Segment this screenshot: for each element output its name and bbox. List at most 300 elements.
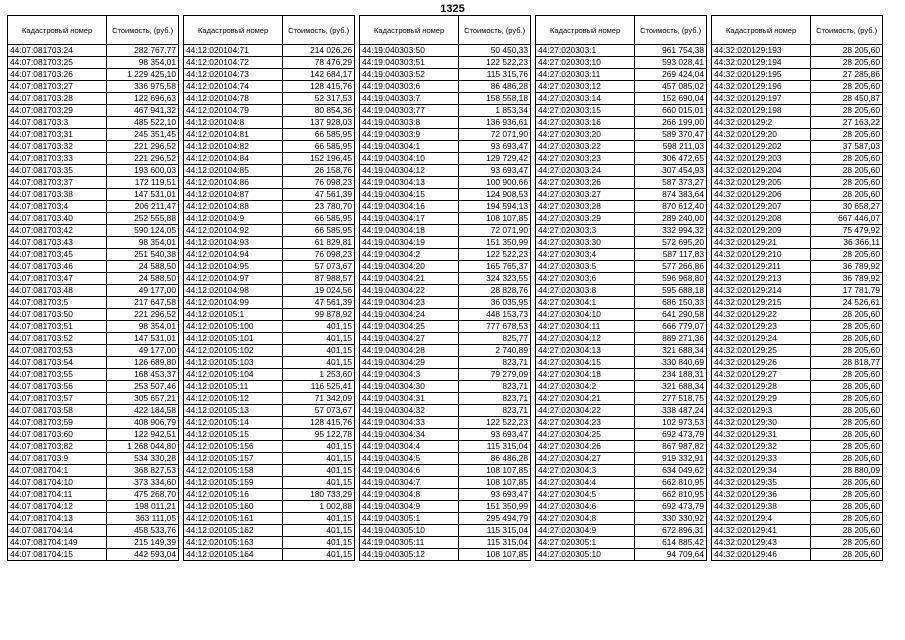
cadastral-number: 44:07:081703:4	[8, 201, 107, 213]
table-row	[360, 261, 531, 273]
table-row	[184, 405, 355, 417]
cadastral-number: 44:07:081703:32	[8, 141, 107, 153]
cadastral-number: 44:12:020104:94	[184, 249, 283, 261]
table-row	[8, 69, 179, 81]
cost-value: 408 906,79	[107, 417, 179, 429]
cost-value: 93 693,47	[459, 489, 531, 501]
table-row	[360, 93, 531, 105]
cadastral-number: 44:19:040303:8	[360, 117, 459, 129]
cost-value: 672 896,31	[635, 525, 707, 537]
cadastral-number: 44:32:020129:210	[712, 249, 811, 261]
table-row	[184, 345, 355, 357]
table-row	[8, 57, 179, 69]
table-row	[184, 261, 355, 273]
cadastral-header: Кадастровый номер	[8, 16, 107, 45]
cost-value: 66 585,95	[283, 225, 355, 237]
cost-value: 57 073,67	[283, 405, 355, 417]
cost-value: 330 330,92	[635, 513, 707, 525]
table-row	[360, 153, 531, 165]
table-row	[8, 393, 179, 405]
table-row	[360, 309, 531, 321]
cadastral-number: 44:32:020129:24	[712, 333, 811, 345]
cadastral-number: 44:27:020303:28	[536, 201, 635, 213]
cadastral-number: 44:19:040304:30	[360, 381, 459, 393]
table-row	[360, 141, 531, 153]
cost-value: 660 015,01	[635, 105, 707, 117]
cadastral-number: 44:27:020304:3	[536, 465, 635, 477]
cadastral-number: 44:32:020129:46	[712, 549, 811, 561]
cadastral-number: 44:32:020129:20	[712, 129, 811, 141]
cadastral-number: 44:19:040303:9	[360, 129, 459, 141]
cost-value: 401,15	[283, 549, 355, 561]
cost-value: 295 494,79	[459, 513, 531, 525]
cadastral-number: 44:19:040303:6	[360, 81, 459, 93]
table-row	[712, 81, 883, 93]
cost-value: 198 011,21	[107, 501, 179, 513]
cost-value: 401,15	[283, 453, 355, 465]
page-number: 1325	[440, 3, 465, 15]
cost-value: 80 854,36	[283, 105, 355, 117]
cost-value: 152 690,04	[635, 93, 707, 105]
table-row	[8, 489, 179, 501]
cadastral-number: 44:12:020105:163	[184, 537, 283, 549]
cadastral-number: 44:27:020303:4	[536, 249, 635, 261]
cost-value: 422 184,58	[107, 405, 179, 417]
cost-value: 324 323,55	[459, 273, 531, 285]
cadastral-number: 44:27:020304:15	[536, 357, 635, 369]
cadastral-number: 44:27:020303:23	[536, 153, 635, 165]
cost-value: 86 486,28	[459, 81, 531, 93]
cadastral-number: 44:27:020304:23	[536, 417, 635, 429]
cadastral-number: 44:19:040304:13	[360, 177, 459, 189]
table-row	[360, 225, 531, 237]
cost-value: 50 450,33	[459, 45, 531, 57]
cadastral-number: 44:12:020105:102	[184, 345, 283, 357]
cost-value: 28 205,60	[811, 537, 883, 549]
cost-value: 692 473,79	[635, 501, 707, 513]
cadastral-number: 44:32:020129:4	[712, 513, 811, 525]
table-row	[712, 477, 883, 489]
cost-value: 108 107,85	[459, 549, 531, 561]
table-row	[536, 165, 707, 177]
cadastral-number: 44:19:040304:3	[360, 369, 459, 381]
cadastral-number: 44:27:020304:2	[536, 381, 635, 393]
table-row	[712, 405, 883, 417]
cost-value: 28 205,60	[811, 381, 883, 393]
table-row	[360, 357, 531, 369]
cadastral-number: 44:12:020105:160	[184, 501, 283, 513]
cadastral-number: 44:12:020105:103	[184, 357, 283, 369]
cost-value: 589 370,47	[635, 129, 707, 141]
cadastral-number: 44:12:020104:8	[184, 117, 283, 129]
cost-value: 108 107,85	[459, 477, 531, 489]
table-row	[360, 345, 531, 357]
cadastral-number: 44:19:040305:12	[360, 549, 459, 561]
table-row	[536, 105, 707, 117]
table-row	[712, 501, 883, 513]
table-row	[360, 429, 531, 441]
cost-value: 614 885,42	[635, 537, 707, 549]
cadastral-number: 44:07:081704:14	[8, 525, 107, 537]
cost-value: 19 024,56	[283, 285, 355, 297]
table-row	[360, 369, 531, 381]
table-row	[360, 177, 531, 189]
cost-value: 168 453,37	[107, 369, 179, 381]
cost-value: 338 487,24	[635, 405, 707, 417]
cadastral-number: 44:32:020129:194	[712, 57, 811, 69]
table-row	[360, 465, 531, 477]
table-row	[360, 405, 531, 417]
cost-value: 823,71	[459, 381, 531, 393]
table-row	[8, 177, 179, 189]
cadastral-number: 44:12:020104:88	[184, 201, 283, 213]
cost-value: 57 073,67	[283, 261, 355, 273]
cadastral-header: Кадастровый номер	[184, 16, 283, 45]
cadastral-number: 44:07:081703:42	[8, 225, 107, 237]
header-row	[184, 16, 355, 45]
cost-value: 27 163,22	[811, 117, 883, 129]
cost-value: 151 350,99	[459, 501, 531, 513]
cadastral-number: 44:27:020303:5	[536, 261, 635, 273]
cost-value: 870 612,40	[635, 201, 707, 213]
header-row	[8, 16, 179, 45]
table-row	[712, 141, 883, 153]
table-row	[8, 441, 179, 453]
cost-value: 28 205,60	[811, 489, 883, 501]
cost-value: 28 205,60	[811, 453, 883, 465]
table-row	[536, 369, 707, 381]
table-row	[360, 69, 531, 81]
table-row	[536, 141, 707, 153]
table-row	[712, 285, 883, 297]
table-row	[184, 393, 355, 405]
table-row	[360, 417, 531, 429]
cost-header: Стоимость, (руб.)	[459, 16, 531, 45]
table-row	[8, 465, 179, 477]
table-row	[536, 501, 707, 513]
table-row	[536, 477, 707, 489]
cost-value: 485 522,10	[107, 117, 179, 129]
cadastral-number: 44:32:020129:211	[712, 261, 811, 273]
cost-value: 24 588,50	[107, 273, 179, 285]
cadastral-number: 44:32:020129:31	[712, 429, 811, 441]
cost-value: 458 533,76	[107, 525, 179, 537]
table-row	[712, 213, 883, 225]
table-row	[184, 237, 355, 249]
cost-value: 590 124,05	[107, 225, 179, 237]
cost-value: 221 296,52	[107, 309, 179, 321]
cadastral-number: 44:12:020104:92	[184, 225, 283, 237]
cost-value: 28 205,60	[811, 441, 883, 453]
table-row	[360, 57, 531, 69]
table-row	[360, 285, 531, 297]
table-row	[360, 45, 531, 57]
cadastral-number: 44:32:020129:21	[712, 237, 811, 249]
table-row	[360, 393, 531, 405]
cadastral-number: 44:27:020304:5	[536, 489, 635, 501]
cadastral-number: 44:27:020304:21	[536, 393, 635, 405]
table-row	[536, 429, 707, 441]
cost-value: 24 526,61	[811, 297, 883, 309]
cost-value: 269 424,04	[635, 69, 707, 81]
table-row	[712, 489, 883, 501]
cost-value: 72 071,90	[459, 129, 531, 141]
cost-value: 94 709,64	[635, 549, 707, 561]
table-row	[184, 153, 355, 165]
cadastral-number: 44:27:020304:25	[536, 429, 635, 441]
cadastral-number: 44:07:081703:55	[8, 369, 107, 381]
cadastral-number: 44:12:020105:1	[184, 309, 283, 321]
cost-value: 136 936,61	[459, 117, 531, 129]
cost-value: 52 317,53	[283, 93, 355, 105]
cadastral-number: 44:12:020105:157	[184, 453, 283, 465]
cost-value: 572 695,20	[635, 237, 707, 249]
cadastral-number: 44:32:020129:29	[712, 393, 811, 405]
table-row	[184, 477, 355, 489]
cost-value: 194 594,13	[459, 201, 531, 213]
cost-value: 27 285,86	[811, 69, 883, 81]
cadastral-number: 44:32:020129:36	[712, 489, 811, 501]
cost-value: 115 315,04	[459, 537, 531, 549]
cost-value: 128 415,76	[283, 81, 355, 93]
table-row	[712, 273, 883, 285]
table-row	[712, 537, 883, 549]
cadastral-number: 44:12:020104:9	[184, 213, 283, 225]
cadastral-number: 44:07:081704:10	[8, 477, 107, 489]
cost-value: 28 205,60	[811, 525, 883, 537]
table-row	[712, 465, 883, 477]
table-row	[184, 105, 355, 117]
cost-table-3	[359, 15, 531, 561]
table-row	[8, 501, 179, 513]
table-row	[184, 57, 355, 69]
table-row	[360, 189, 531, 201]
cadastral-number: 44:07:081704:12	[8, 501, 107, 513]
table-row	[360, 489, 531, 501]
cost-value: 867 987,82	[635, 441, 707, 453]
cadastral-number: 44:07:081703:59	[8, 417, 107, 429]
table-row	[184, 93, 355, 105]
table-row	[536, 393, 707, 405]
cost-value: 36 789,92	[811, 261, 883, 273]
cost-value: 28 450,87	[811, 93, 883, 105]
cadastral-number: 44:12:020105:159	[184, 477, 283, 489]
cadastral-number: 44:27:020303:24	[536, 165, 635, 177]
cadastral-number: 44:07:081703:25	[8, 57, 107, 69]
table-row	[536, 57, 707, 69]
cost-value: 252 555,88	[107, 213, 179, 225]
cost-value: 289 240,00	[635, 213, 707, 225]
cost-value: 467 941,32	[107, 105, 179, 117]
table-row	[712, 393, 883, 405]
cadastral-number: 44:27:020303:22	[536, 141, 635, 153]
cadastral-number: 44:19:040304:34	[360, 429, 459, 441]
cost-value: 152 196,45	[283, 153, 355, 165]
cadastral-number: 44:27:020304:10	[536, 309, 635, 321]
table-row	[536, 465, 707, 477]
cost-value: 457 085,02	[635, 81, 707, 93]
cadastral-number: 44:27:020303:30	[536, 237, 635, 249]
cost-value: 823,71	[459, 393, 531, 405]
cadastral-number: 44:07:081703:29	[8, 105, 107, 117]
table-row	[536, 45, 707, 57]
table-row	[8, 453, 179, 465]
cadastral-number: 44:07:081703:27	[8, 81, 107, 93]
cost-value: 363 111,05	[107, 513, 179, 525]
table-row	[360, 105, 531, 117]
table-row	[536, 513, 707, 525]
cadastral-number: 44:07:081703:60	[8, 429, 107, 441]
cost-value: 1 268 044,80	[107, 441, 179, 453]
cost-value: 23 780,70	[283, 201, 355, 213]
cost-value: 36 366,11	[811, 237, 883, 249]
cadastral-number: 44:19:040305:10	[360, 525, 459, 537]
cost-value: 147 531,01	[107, 333, 179, 345]
cost-value: 686 150,33	[635, 297, 707, 309]
table-row	[712, 453, 883, 465]
table-row	[712, 249, 883, 261]
cadastral-number: 44:27:020304:4	[536, 477, 635, 489]
cadastral-number: 44:27:020304:12	[536, 333, 635, 345]
table-row	[8, 189, 179, 201]
table-row	[184, 141, 355, 153]
table-row	[536, 441, 707, 453]
cost-header: Стоимость, (руб.)	[811, 16, 883, 45]
cost-value: 86 486,28	[459, 453, 531, 465]
cost-value: 98 354,01	[107, 237, 179, 249]
cost-value: 28 205,60	[811, 81, 883, 93]
cost-value: 1 253,60	[283, 369, 355, 381]
table-row	[8, 345, 179, 357]
header-row	[360, 16, 531, 45]
cadastral-number: 44:32:020129:27	[712, 369, 811, 381]
cadastral-number: 44:32:020129:22	[712, 309, 811, 321]
cadastral-number: 44:19:040304:10	[360, 153, 459, 165]
table-row	[536, 117, 707, 129]
table-row	[184, 189, 355, 201]
cost-value: 122 696,63	[107, 93, 179, 105]
cost-value: 330 840,69	[635, 357, 707, 369]
cadastral-number: 44:19:040304:18	[360, 225, 459, 237]
cost-value: 215 149,39	[107, 537, 179, 549]
cadastral-number: 44:19:040304:32	[360, 405, 459, 417]
table-row	[8, 225, 179, 237]
cadastral-number: 44:12:020105:161	[184, 513, 283, 525]
cadastral-number: 44:27:020303:11	[536, 69, 635, 81]
table-row	[184, 273, 355, 285]
table-row	[360, 333, 531, 345]
table-row	[184, 225, 355, 237]
table-row	[360, 213, 531, 225]
table-row	[536, 249, 707, 261]
table-row	[712, 297, 883, 309]
cost-value: 401,15	[283, 321, 355, 333]
header-row	[712, 16, 883, 45]
cadastral-number: 44:07:081703:82	[8, 441, 107, 453]
table-row	[712, 165, 883, 177]
table-row	[360, 381, 531, 393]
cost-value: 253 507,46	[107, 381, 179, 393]
table-row	[184, 129, 355, 141]
table-row	[536, 189, 707, 201]
cadastral-number: 44:12:020104:84	[184, 153, 283, 165]
cost-value: 401,15	[283, 513, 355, 525]
table-row	[8, 249, 179, 261]
cadastral-number: 44:07:081703:37	[8, 177, 107, 189]
table-row	[8, 549, 179, 561]
cost-value: 401,15	[283, 333, 355, 345]
cost-value: 823,71	[459, 357, 531, 369]
cadastral-number: 44:19:040304:19	[360, 237, 459, 249]
table-row	[536, 297, 707, 309]
cadastral-number: 44:12:020104:73	[184, 69, 283, 81]
table-row	[536, 129, 707, 141]
cost-value: 28 205,60	[811, 393, 883, 405]
table-row	[8, 201, 179, 213]
cost-value: 401,15	[283, 477, 355, 489]
table-row	[184, 501, 355, 513]
cost-value: 28 205,60	[811, 129, 883, 141]
cadastral-number: 44:27:020304:13	[536, 345, 635, 357]
cost-value: 587 373,27	[635, 177, 707, 189]
cost-value: 401,15	[283, 345, 355, 357]
cadastral-number: 44:32:020129:206	[712, 189, 811, 201]
cost-value: 206 211,47	[107, 201, 179, 213]
cadastral-number: 44:32:020129:193	[712, 45, 811, 57]
cadastral-number: 44:27:020303:6	[536, 273, 635, 285]
cadastral-number: 44:12:020104:97	[184, 273, 283, 285]
cost-value: 28 818,77	[811, 357, 883, 369]
table-row	[536, 405, 707, 417]
cadastral-number: 44:32:020129:33	[712, 453, 811, 465]
table-row	[536, 261, 707, 273]
table-row	[536, 273, 707, 285]
cost-value: 277 518,75	[635, 393, 707, 405]
cadastral-number: 44:19:040304:21	[360, 273, 459, 285]
table-row	[712, 549, 883, 561]
cadastral-number: 44:32:020129:214	[712, 285, 811, 297]
cost-value: 577 266,86	[635, 261, 707, 273]
cost-value: 115 315,76	[459, 69, 531, 81]
cost-value: 26 158,76	[283, 165, 355, 177]
cadastral-number: 44:12:020105:14	[184, 417, 283, 429]
table-row	[536, 153, 707, 165]
cadastral-number: 44:12:020105:13	[184, 405, 283, 417]
table-row	[184, 333, 355, 345]
cadastral-number: 44:27:020303:3	[536, 225, 635, 237]
cadastral-number: 44:19:040304:23	[360, 297, 459, 309]
cost-value: 122 522,23	[459, 57, 531, 69]
cost-value: 282 767,77	[107, 45, 179, 57]
table-row	[536, 93, 707, 105]
cost-value: 66 585,95	[283, 213, 355, 225]
cadastral-number: 44:07:081703:9	[8, 453, 107, 465]
table-row	[184, 309, 355, 321]
cost-value: 17 781,79	[811, 285, 883, 297]
cost-value: 332 994,32	[635, 225, 707, 237]
cost-value: 401,15	[283, 357, 355, 369]
cadastral-number: 44:07:081703:51	[8, 321, 107, 333]
cost-value: 692 473,79	[635, 429, 707, 441]
cadastral-number: 44:32:020129:205	[712, 177, 811, 189]
cost-value: 37 587,03	[811, 141, 883, 153]
cost-value: 307 454,93	[635, 165, 707, 177]
cadastral-number: 44:19:040304:6	[360, 465, 459, 477]
table-row	[8, 105, 179, 117]
cost-value: 108 107,85	[459, 213, 531, 225]
cadastral-number: 44:12:020105:158	[184, 465, 283, 477]
cadastral-number: 44:07:081703:40	[8, 213, 107, 225]
